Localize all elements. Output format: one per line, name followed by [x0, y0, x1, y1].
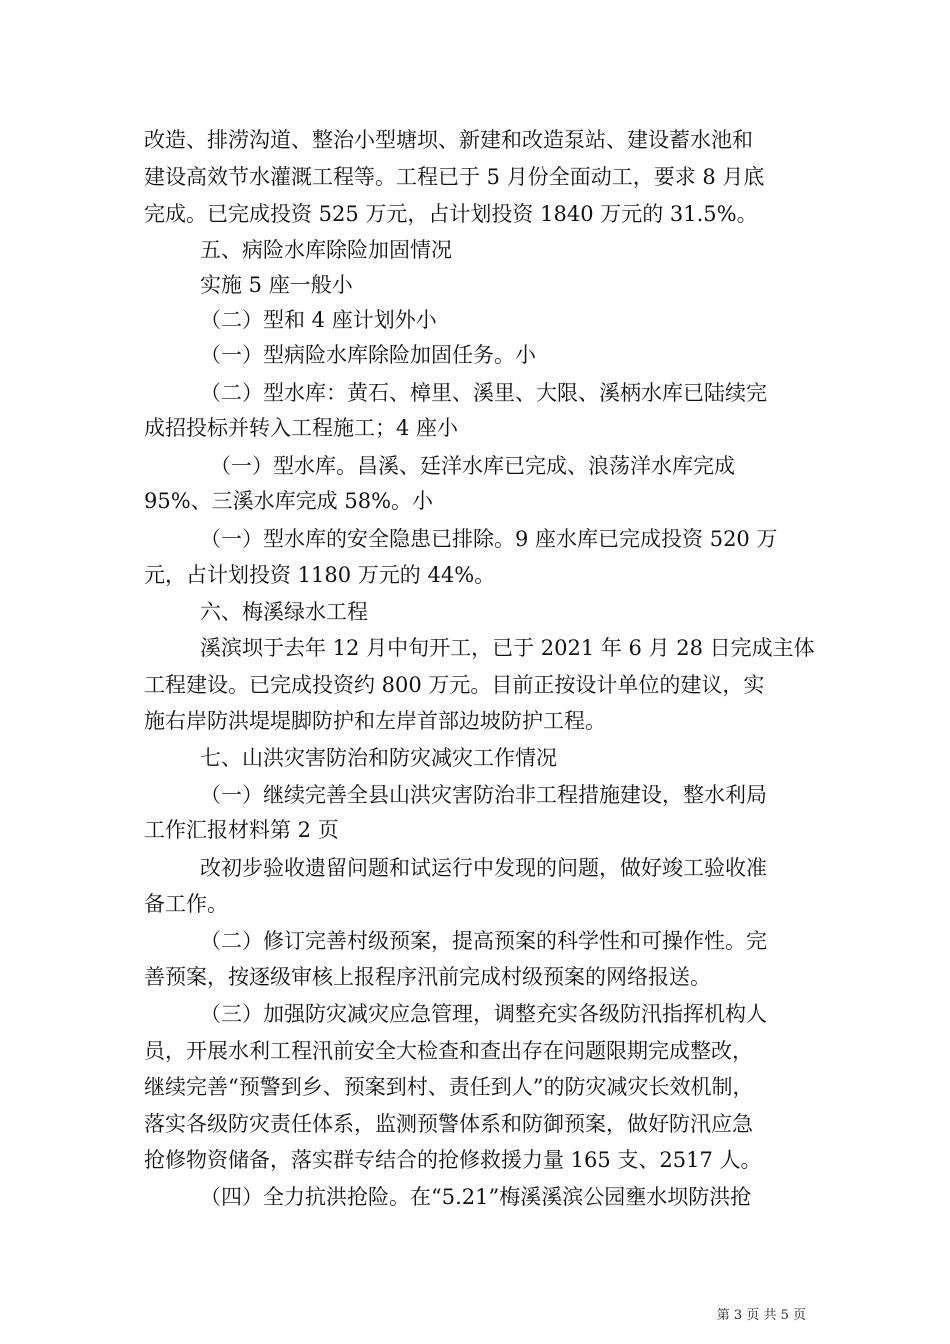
page-number-footer: 第 3 页 共 5 页	[716, 1308, 806, 1323]
paragraph-line: （一）继续完善全县山洪灾害防治非工程措施建设，整水利局	[200, 783, 767, 807]
paragraph-line: 抢修物资储备，落实群专结合的抢修救援力量 165 支、2517 人。	[144, 1148, 762, 1172]
paragraph-line: 工作汇报材料第 2 页	[144, 818, 339, 842]
paragraph-line: 善预案，按逐级审核上报程序汛前完成村级预案的网络报送。	[144, 965, 711, 989]
paragraph-line: （三）加强防灾减灾应急管理，调整充实各级防汛指挥机构人	[200, 1002, 767, 1026]
paragraph-line: （四）全力抗洪抢险。在“5.21”梅溪溪滨公园壅水坝防洪抢	[200, 1185, 752, 1209]
paragraph-line: 员，开展水利工程汛前安全大检查和查出存在问题限期完成整改，	[144, 1039, 753, 1063]
paragraph-line: 继续完善“预警到乡、预案到村、责任到人”的防灾减灾长效机制，	[144, 1075, 754, 1099]
paragraph-line: （一）型水库的安全隐患已排除。9 座水库已完成投资 520 万	[200, 527, 778, 551]
paragraph-line: 元，占计划投资 1180 万元的 44%。	[144, 563, 496, 587]
paragraph-line: （一）型水库。昌溪、廷洋水库已完成、浪荡洋水库完成	[210, 454, 735, 478]
section-heading: 七、山洪灾害防治和防灾减灾工作情况	[200, 746, 557, 770]
paragraph-line: 备工作。	[144, 892, 228, 916]
paragraph-line: （二）型和 4 座计划外小	[200, 308, 437, 332]
paragraph-line: 工程建设。已完成投资约 800 万元。目前正按设计单位的建议，实	[144, 673, 765, 697]
section-heading: 六、梅溪绿水工程	[200, 600, 368, 624]
paragraph-line: 改造、排涝沟道、整治小型塘坝、新建和改造泵站、建设蓄水池和	[144, 128, 753, 152]
paragraph-line: 建设高效节水灌溉工程等。工程已于 5 月份全面动工，要求 8 月底	[144, 165, 765, 189]
paragraph-line: 施右岸防洪堤堤脚防护和左岸首部边坡防护工程。	[144, 709, 606, 733]
paragraph-line: 改初步验收遗留问题和试运行中发现的问题，做好竣工验收准	[200, 856, 767, 880]
paragraph-line: （二）修订完善村级预案，提高预案的科学性和可操作性。完	[200, 929, 767, 953]
paragraph-line: （一）型病险水库除险加固任务。小	[200, 343, 536, 367]
paragraph-line: （二）型水库：黄石、樟里、溪里、大限、溪柄水库已陆续完	[200, 381, 767, 405]
paragraph-line: 完成。已完成投资 525 万元，占计划投资 1840 万元的 31.5%。	[144, 202, 758, 226]
paragraph-line: 成招投标并转入工程施工；4 座小	[144, 416, 459, 440]
paragraph-line: 95%、三溪水库完成 58%。小	[144, 489, 434, 513]
paragraph-line: 落实各级防灾责任体系，监测预警体系和防御预案，做好防汛应急	[144, 1112, 753, 1136]
section-heading: 五、病险水库除险加固情况	[200, 238, 452, 262]
paragraph-line: 溪滨坝于去年 12 月中旬开工，已于 2021 年 6 月 28 日完成主体	[200, 636, 815, 660]
paragraph-line: 实施 5 座一般小	[200, 273, 353, 297]
